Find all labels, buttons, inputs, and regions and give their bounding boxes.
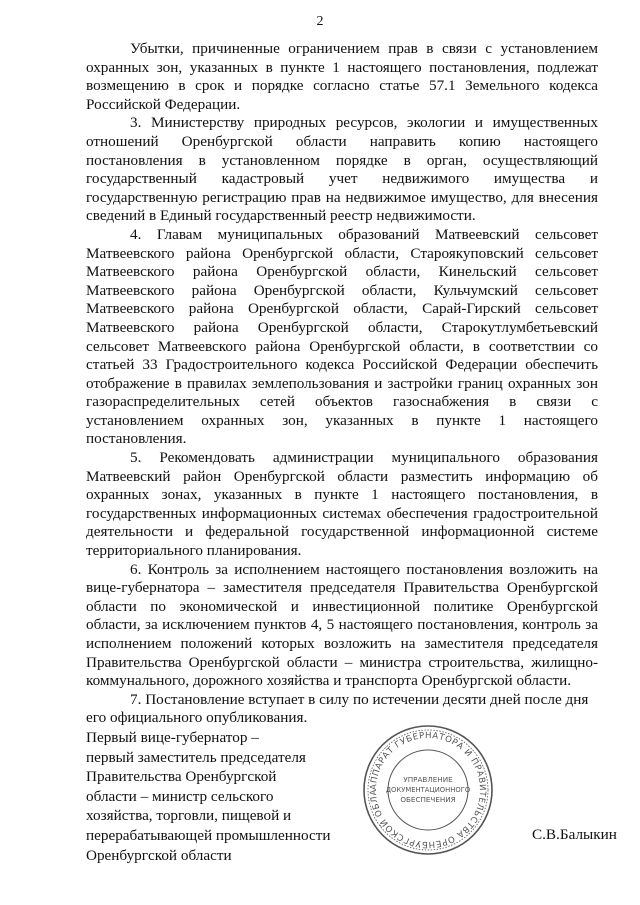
signatory-line: Правительства Оренбургской — [86, 768, 277, 786]
paragraph-6: 6. Контроль за исполнением настоящего постановления возложить на вице-губернатора – заместителя председателя Правительства Оренбургской области по экономической и инвестиционной политике Оренбургской области, за исключением пунктов 4, 5 настоящего постановления, контроль за исполнением положений которых возложить на заместителя председателя Правительства Оренбургской области – министра строительства, жилищно-коммунального, дорожного хозяйства и транспорта Оренбургской области. — [86, 560, 598, 690]
stamp-ring-text: АППАРАТ ГУБЕРНАТОРА И ПРАВИТЕЛЬСТВА ОРЕНБУРГСКОЙ ОБЛА — [368, 730, 488, 850]
paragraph-7: 7. Постановление вступает в силу по истечении десяти дней после дня его официального опубликования. — [86, 690, 589, 727]
signatory-line: области – министр сельского — [86, 787, 274, 805]
signatory-line: Оренбургской области — [86, 846, 232, 864]
signatory-line: перерабатывающей промышленности — [86, 826, 331, 844]
paragraph-4: 4. Главам муниципальных образований Матвеевский сельсовет Матвеевского района Оренбургской области, Староякуповский сельсовет Матвеевского района Оренбургской области, Кинельский сельсовет Матвеевского района Оренбургской области, Кульчумский сельсовет Матвеевского района Оренбургской области, Сарай-Гирский сельсовет Матвеевского района Оренбургской области, Старокутлумбетьевский сельсовет Матвеевского района Оренбургской области, в соответствии со статьей 33 Градостроительного кодекса Российской Федерации обеспечить отображение в правилах землепользования и застройки границ охранных зон газораспределительных сетей объектов газоснабжения в связи с установлением охранных зон, указанных в пункте 1 настоящего постановления. — [86, 225, 598, 448]
stamp-center-line: УПРАВЛЕНИЕ — [403, 775, 453, 784]
stamp-seal — [360, 722, 496, 858]
paragraph-5: 5. Рекомендовать администрации муниципального образования Матвеевский район Оренбургской области разместить информацию об охранных зонах, указанных в пункте 1 настоящего постановления, в государственных информационных системах обеспечения градостроительной деятельности и федеральной государственной информационной системе территориального планирования. — [86, 449, 598, 560]
page-number: 2 — [316, 14, 324, 29]
paragraph-losses: Убытки, причиненные ограничением прав в связи с установлением охранных зон, указанных в пункте 1 настоящего постановления, подлежат возмещению в срок и порядке согласно статье 57.1 Земельного кодекса Российской Федерации. — [86, 40, 598, 113]
signatory-line: первый заместитель председателя — [86, 748, 306, 766]
signatory-position — [86, 728, 331, 865]
signatory-line: Первый вице-губернатор – — [86, 729, 259, 746]
stamp-center-line: ОБЕСПЕЧЕНИЯ — [400, 795, 456, 804]
document-body — [86, 40, 598, 728]
signer-name: С.В.Балыкин — [532, 826, 617, 843]
stamp-center-line: ДОКУМЕНТАЦИОННОГО — [385, 786, 471, 794]
signatory-line: хозяйства, торговли, пищевой и — [86, 807, 292, 825]
paragraph-3: 3. Министерству природных ресурсов, экологии и имущественных отношений Оренбургской области направить копию настоящего постановления в установленном порядке в орган, осуществляющий государственный кадастровый учет недвижимого имущества и государственную регистрацию прав на недвижимое имущество, для внесения сведений в Единый государственный реестр недвижимости. — [86, 114, 598, 225]
official-stamp — [360, 722, 496, 858]
